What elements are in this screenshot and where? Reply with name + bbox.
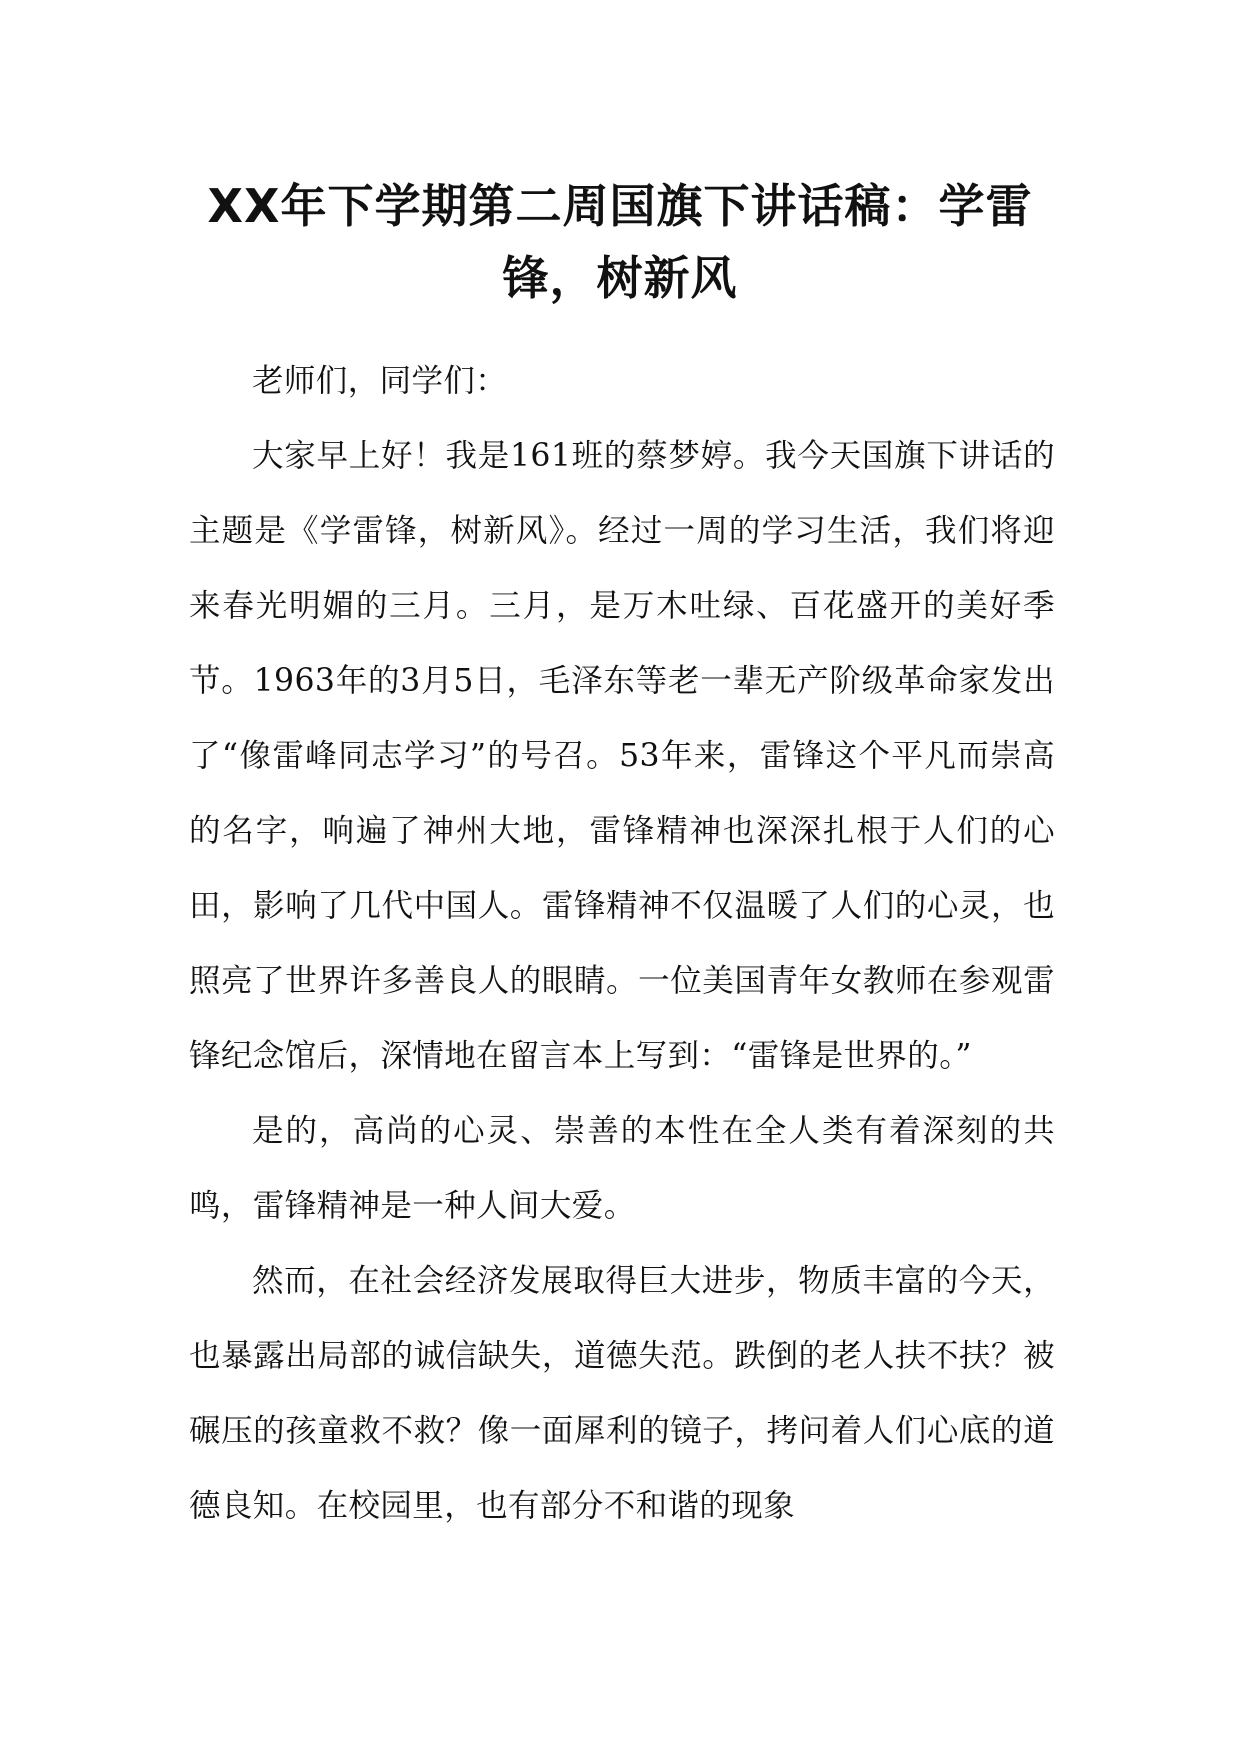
document-body xyxy=(189,344,1055,1544)
greeting-paragraph: 老师们，同学们： xyxy=(252,363,508,399)
body-paragraph: 是的，高尚的心灵、崇善的本性在全人类有着深刻的共鸣，雷锋精神是一种人间大爱。 xyxy=(189,1113,1055,1224)
document-title: XX年下学期第二周国旗下讲话稿：学雷锋，树新风 xyxy=(207,179,1033,305)
body-paragraph: 然而，在社会经济发展取得巨大进步，物质丰富的今天，也暴露出局部的诚信缺失，道德失范。跌倒的老人扶不扶？被碾压的孩童救不救？像一面犀利的镜子，拷问着人们心底的道德良知。在校园里，也有部分不和谐的现象 xyxy=(189,1263,1055,1524)
body-paragraph: 大家早上好！我是161班的蔡梦婷。我今天国旗下讲话的主题是《学雷锋，树新风》。经过一周的学习生活，我们将迎来春光明媚的三月。三月，是万木吐绿、百花盛开的美好季节。1963年的3月5日，毛泽东等老一辈无产阶级革命家发出了“像雷峰同志学习”的号召。53年来，雷锋这个平凡而崇高的名字，响遍了神州大地，雷锋精神也深深扎根于人们的心田，影响了几代中国人。雷锋精神不仅温暖了人们的心灵，也照亮了世界许多善良人的眼睛。一位美国青年女教师在参观雷锋纪念馆后，深情地在留言本上写到：“雷锋是世界的。” xyxy=(189,438,1055,1074)
